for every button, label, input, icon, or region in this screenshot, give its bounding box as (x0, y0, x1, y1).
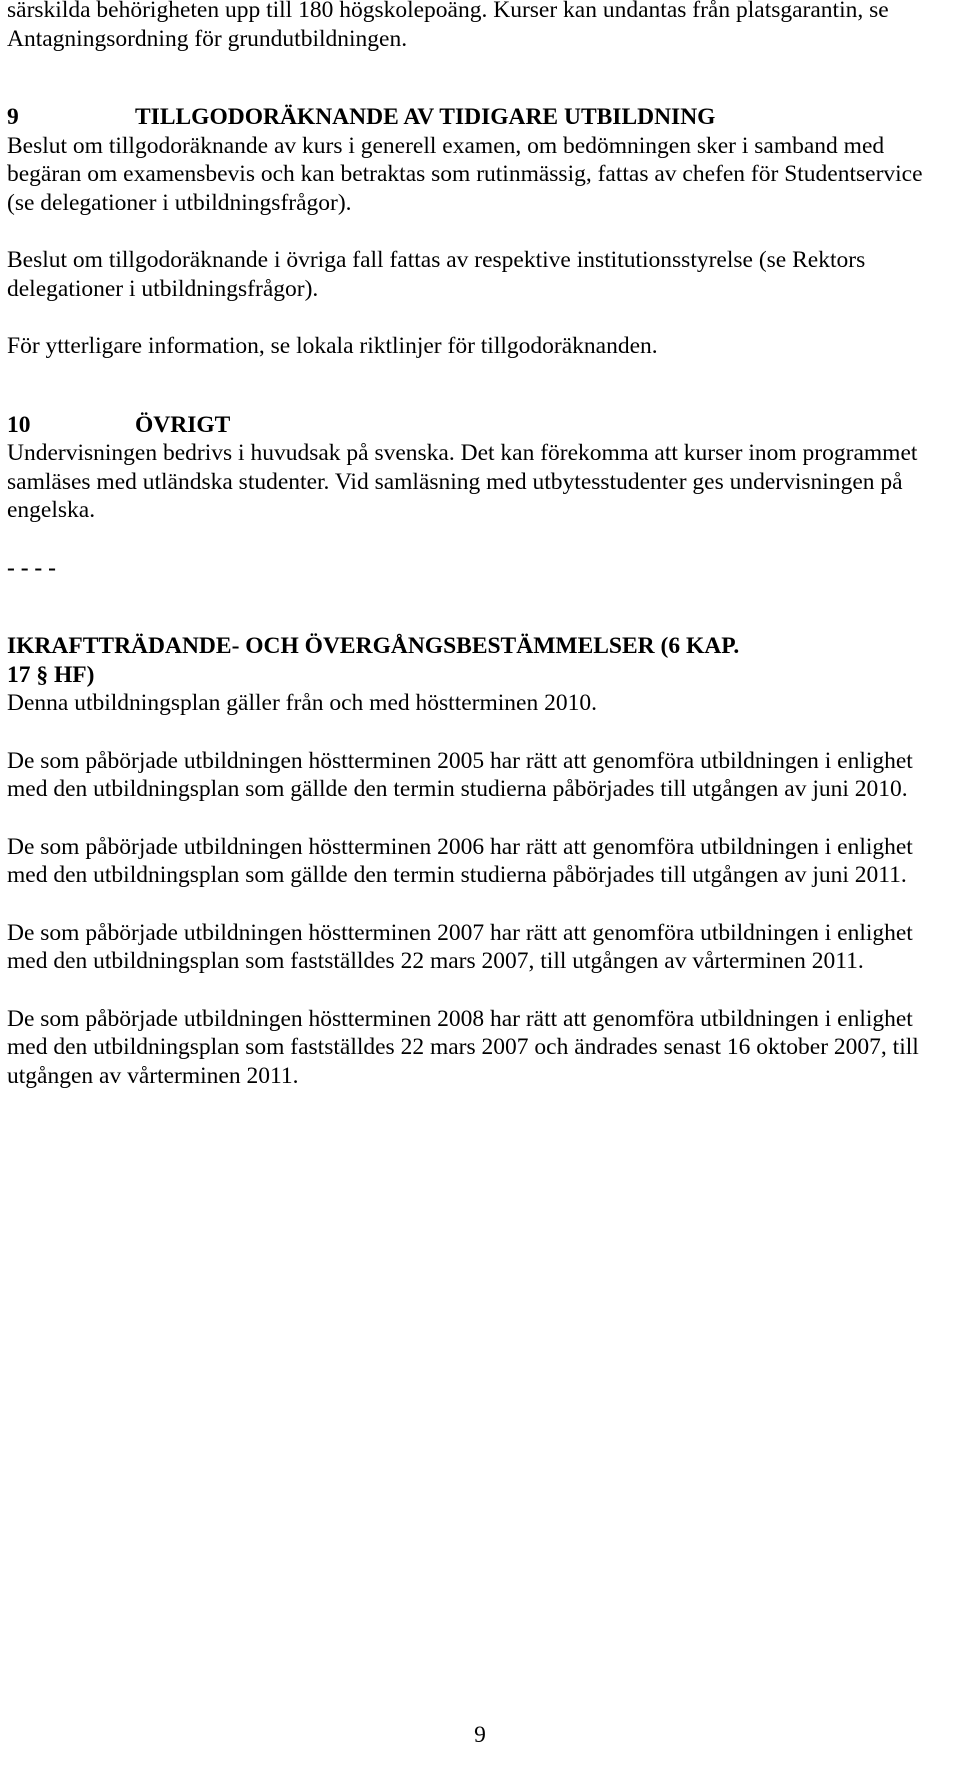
separator: - - - - (7, 554, 56, 581)
transition-heading-line-1: IKRAFTTRÄDANDE- OCH ÖVERGÅNGSBESTÄMMELSER (6 KAP. (7, 633, 740, 659)
section-9-paragraph-3: För ytterligare information, se lokala riktlinjer för tillgodoräknanden. (7, 333, 658, 359)
section-9-paragraph-1: Beslut om tillgodoräknande av kurs i generell examen, om bedömningen sker i samband med begäran om examensbevis och kan betraktas som rutinmässig, fattas av chefen för Studentservice (se delegationer i utbildningsfrågor). (7, 132, 923, 216)
section-9-heading (7, 103, 955, 132)
transition-heading-line-2: 17 § HF) (7, 661, 95, 688)
intro-paragraph: särskilda behörigheten upp till 180 högskolepoäng. Kurser kan undantas från platsgarantin, se Antagningsordning för grundutbildningen. (7, 0, 889, 52)
section-10-paragraph-1: Undervisningen bedrivs i huvudsak på svenska. Det kan förekomma att kurser inom programmet samläses med utländska studenter. Vid samläsning med utbytesstudenter ges undervisningen på engelska. (7, 440, 918, 523)
transition-paragraph-4: De som påbörjade utbildningen höstterminen 2007 har rätt att genomföra utbildningen i enlighet med den utbildningsplan som fastställdes 22 mars 2007, till utgången av vårterminen 2011. (7, 919, 913, 974)
section-10-number: 10 (7, 411, 31, 438)
page-number: 9 (474, 1722, 486, 1748)
transition-paragraph-1: Denna utbildningsplan gäller från och med höstterminen 2010. (7, 690, 597, 716)
transition-paragraph-2: De som påbörjade utbildningen höstterminen 2005 har rätt att genomföra utbildningen i enlighet med den utbildningsplan som gällde den termin studierna påbörjades till utgången av juni 2010. (7, 747, 913, 802)
transition-paragraph-3: De som påbörjade utbildningen höstterminen 2006 har rätt att genomföra utbildningen i enlighet med den utbildningsplan som gällde den termin studierna påbörjades till utgången av juni 2011. (7, 833, 913, 888)
section-10-title: ÖVRIGT (135, 411, 231, 438)
transition-paragraph-5: De som påbörjade utbildningen höstterminen 2008 har rätt att genomföra utbildningen i enlighet med den utbildningsplan som fastställdes 22 mars 2007 och ändrades senast 16 oktober 2007, till utgången av vårterminen 2011. (7, 1005, 919, 1089)
section-9-number: 9 (7, 104, 19, 130)
section-9-paragraph-2: Beslut om tillgodoräknande i övriga fall fattas av respektive institutionsstyrelse (se Rektors delegationer i utbildningsfrågor). (7, 247, 866, 302)
document-page (7, 0, 955, 1090)
section-10-heading (7, 411, 955, 440)
section-9-title: TILLGODORÄKNANDE AV TIDIGARE UTBILDNING (135, 104, 716, 130)
